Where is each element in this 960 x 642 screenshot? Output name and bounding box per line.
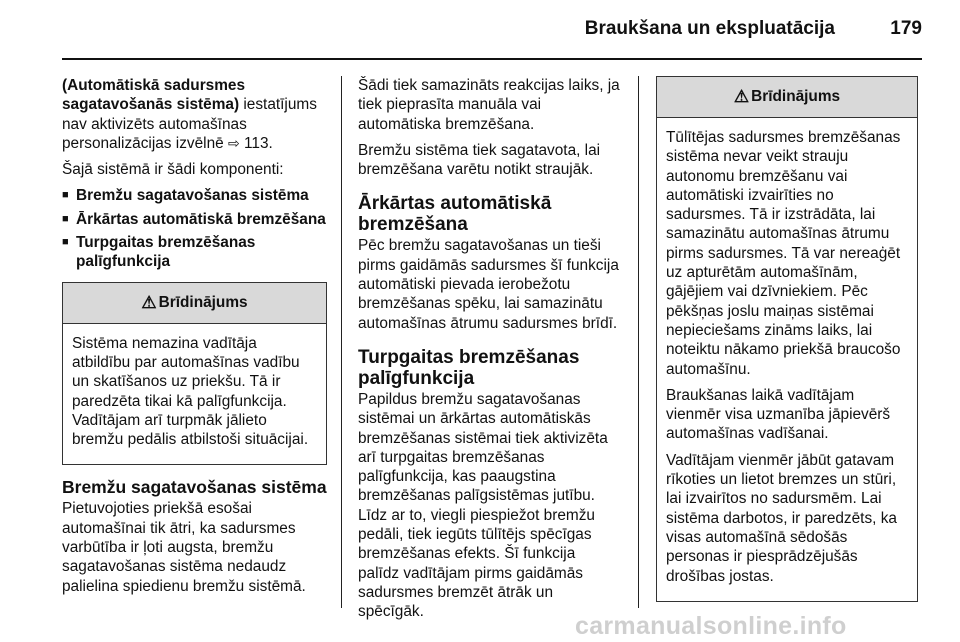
intro-paragraph — [62, 76, 327, 153]
intro-text: iestatījums nav aktivizēts automašīnas personalizācijas izvēlnē — [62, 96, 317, 152]
paragraph: Šādi tiek samazināts reakcijas laiks, ja tiek pieprasīta manuāla vai automātiska bremzēšana. — [358, 77, 620, 133]
list-item — [62, 233, 327, 272]
components-intro: Šajā sistēmā ir šādi komponenti: — [62, 161, 284, 179]
arrow-right-icon: ⇨ — [227, 134, 240, 151]
page-header — [0, 0, 960, 58]
list-item-text: Ārkārtas automātiskā bremzēšana — [76, 210, 326, 228]
section-heading: Bremžu sagatavošanas sistēma — [62, 477, 327, 498]
column-left — [62, 76, 327, 603]
list-item-text: Bremžu sagatavošanas sistēma — [76, 187, 309, 205]
warning-triangle-icon: ⚠ — [733, 87, 750, 107]
column-middle — [358, 76, 620, 629]
list-item — [62, 186, 327, 205]
warning-text: Tūlītējas sadursmes bremzēšanas sistēma nevar veikt strauju autonomu bremzēšanu vai automātiski izvairīties no sadursmes. Tā ir izstrādāta, lai samazinātu automašīnas ātrumu pirms sadursmes. Tā var nereaģēt uz apturētām automašīnām, gājējiem vai dzīvniekiem. Pēc pēkšņas joslu maiņas sistēmai nepieciešams zināms laiks, lai noteiktu nākamo priekšā braucošo automašīnu. — [666, 129, 901, 378]
warning-box — [62, 282, 327, 466]
warning-text: Vadītājam vienmēr jābūt gatavam rīkoties un lietot bremzes un stūri, lai izvairītos no sadursmēm. Lai sistēma darbotos, ir paredzēts, ka visas automašīnā sēdošās personas ir piesprādzējušās drošības jostas. — [666, 451, 897, 585]
warning-body — [63, 324, 326, 465]
section-heading: Turpgaitas bremzēšanas palīgfunkcija — [358, 346, 580, 389]
warning-title: Brīdinājums — [158, 294, 248, 312]
watermark: carmanualsonline.info — [575, 612, 847, 640]
intro-bold: (Automātiskā sadursmes sagatavošanās sistēma) — [62, 77, 246, 114]
warning-triangle-icon: ⚠ — [141, 293, 157, 313]
page-number: 179 — [890, 18, 922, 39]
bullet-square-icon: ■ — [62, 236, 69, 249]
warning-header — [63, 283, 326, 324]
header-divider — [62, 58, 922, 60]
bullet-square-icon: ■ — [62, 212, 69, 225]
section-paragraph: Pietuvojoties priekšā esošai automašīnai tik ātri, ka sadursmes varbūtība ir ļoti augsta, bremžu sagatavošanas sistēma nedaudz palielina spiedienu bremžu sistēmā. — [62, 500, 306, 595]
paragraph: Bremžu sistēma tiek sagatavota, lai bremzēšana varētu notikt straujāk. — [358, 141, 601, 179]
warning-header — [657, 77, 917, 118]
warning-title: Brīdinājums — [751, 88, 841, 106]
warning-box — [656, 76, 918, 602]
paragraph: Papildus bremžu sagatavošanas sistēmai un ārkārtas automātiskās bremzēšanas sistēmai tiek aktivizēta arī turpgaitas bremzēšanas palīgfunkcija, kas paaugstina bremzēšanas palīgsistēmas jutību. Līdz ar to, viegli piespiežot bremžu pedāli, tiek iegūts tūlītējs spēcīgas bremzēšanas efekts. Šī funkcija palīdz vadītājam pirms gaidāmās sadursmes bremzēt ātrāk un spēcīgāk. — [358, 390, 608, 621]
column-divider-2 — [638, 76, 639, 608]
paragraph: Pēc bremžu sagatavošanas un tieši pirms gaidāmās sadursmes šī funkcija automātiski pievada ierobežotu bremzēšanas spēku, lai samazinātu automašīnas ātrumu sadursmes brīdī. — [358, 237, 619, 332]
intro-page-ref: 113. — [239, 134, 273, 152]
warning-text: Braukšanas laikā vadītājam vienmēr visa uzmanība jāpievērš automašīnas vadīšanai. — [666, 386, 891, 443]
bullet-square-icon: ■ — [62, 189, 69, 202]
header-title: Braukšana un ekspluatācija — [584, 18, 835, 39]
section-heading: Ārkārtas automātiskā bremzēšana — [358, 193, 552, 236]
list-item-text: Turpgaitas bremzēšanas palīgfunkcija — [76, 234, 256, 271]
column-divider-1 — [341, 76, 342, 608]
column-right — [656, 76, 918, 602]
warning-body — [657, 118, 917, 601]
list-item — [62, 210, 327, 229]
warning-text: Sistēma nemazina vadītāja atbildību par automašīnas vadību un skatīšanos uz priekšu. Tā ir paredzēta tikai kā palīgfunkcija. Vadītājam arī turpmāk jālieto bremžu pedālis atbilstoši situācijai. — [72, 334, 309, 449]
